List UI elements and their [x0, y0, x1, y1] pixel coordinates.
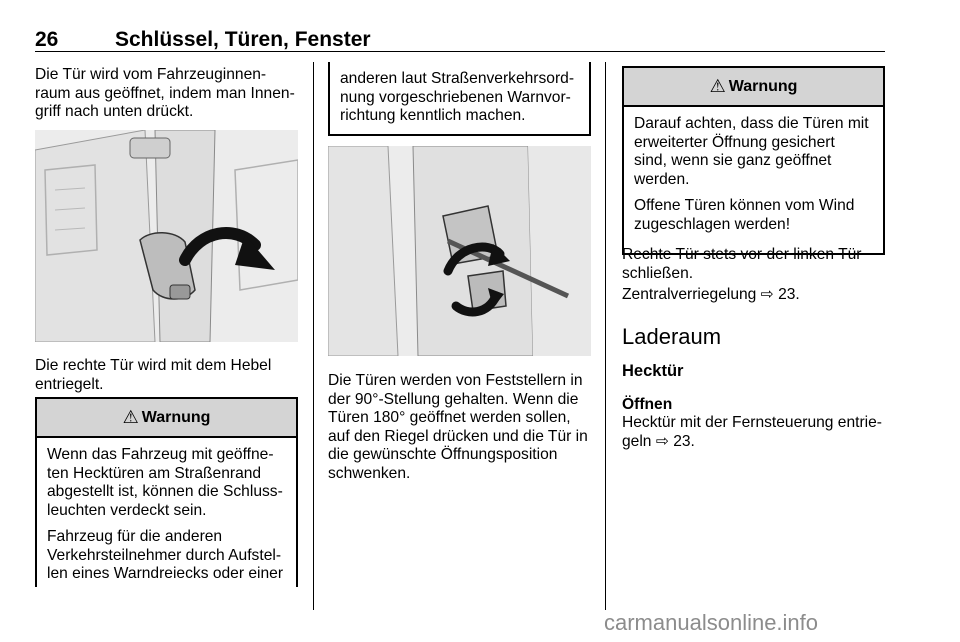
- door-stop-paragraph: Die Türen werden von Feststellern in der 90°-Stellung gehalten. Wenn die Türen 180° geöffnet werden sollen, auf den Riegel drücken und die Tür in die gewünschte Öffnungsposition schwenken.: [328, 372, 588, 482]
- warning-box-left-header: ⚠ Warnung: [37, 399, 296, 438]
- warning-box-continued: [328, 62, 591, 136]
- section-heading: Laderaum: [622, 324, 722, 349]
- column-divider-1: [313, 62, 314, 610]
- warning-right-para1: Darauf achten, dass die Türen mit erweiterter Öffnung gesichert sind, wenn sie ganz geöffnet werden.: [634, 115, 869, 188]
- central-locking-reference: Zentralverriegelung ⇨ 23.: [622, 286, 800, 303]
- caption-paragraph: Die rechte Tür wird mit dem Hebel entriegelt.: [35, 357, 272, 393]
- door-lever-drawing: [35, 130, 298, 342]
- warning-left-para2: Fahrzeug für die anderen Verkehrsteilnehmer durch Aufstel- len eines Warndreiecks oder einer: [47, 528, 284, 582]
- close-order-paragraph: Rechte Tür stets vor der linken Tür schließen.: [622, 246, 862, 282]
- intro-paragraph: Die Tür wird vom Fahrzeuginnen- raum aus geöffnet, indem man Innen- griff nach unten drückt.: [35, 66, 295, 120]
- column-divider-2: [605, 62, 606, 610]
- warning-box-right-header: ⚠ Warnung: [624, 68, 883, 107]
- warning-left-para1: Wenn das Fahrzeug mit geöffne- ten Hecktüren am Straßenrand abgestellt ist, können die Schluss- leuchten verdeckt sein.: [47, 446, 283, 519]
- header-rule: [35, 51, 885, 52]
- door-stop-illustration: [328, 146, 591, 356]
- warning-box-right: [622, 66, 885, 255]
- minor-heading: Öffnen: [622, 396, 673, 413]
- watermark: carmanualsonline.info: [604, 610, 819, 635]
- page-title: Schlüssel, Türen, Fenster: [115, 28, 371, 51]
- page-number: 26: [35, 28, 59, 51]
- warning-right-para2: Offene Türen können vom Wind zugeschlagen werden!: [634, 197, 855, 233]
- door-stop-drawing: [328, 146, 591, 356]
- tailgate-open-paragraph: Hecktür mit der Fernsteuerung entrie- geln ⇨ 23.: [622, 414, 882, 450]
- warning-triangle-icon: ⚠: [709, 76, 726, 96]
- warning-box-left: [35, 397, 298, 587]
- warning-triangle-icon: ⚠: [122, 407, 139, 427]
- door-lever-illustration: [35, 130, 298, 342]
- subsection-heading: Hecktür: [622, 362, 684, 380]
- warning-continued-text: anderen laut Straßenverkehrsord- nung vorgeschriebenen Warnvor- richtung kenntlich machen.: [340, 70, 575, 124]
